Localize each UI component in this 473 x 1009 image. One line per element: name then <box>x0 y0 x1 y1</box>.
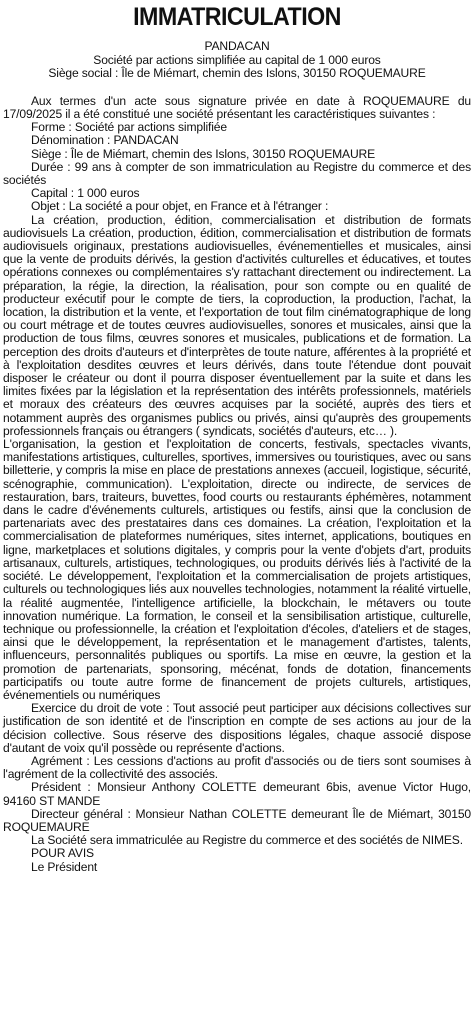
spacer <box>3 81 471 95</box>
duree-line: Durée : 99 ans à compter de son immatriculation au Registre du commerce et des sociétés <box>3 159 471 187</box>
president-paragraph: Président : Monsieur Anthony COLETTE demeurant 6bis, avenue Victor Hugo, 94160 ST MANDE <box>3 780 471 808</box>
vote-paragraph: Exercice du droit de vote : Tout associé peut participer aux décisions collectives sur justification de son identité et de l'inscription en compte de ses actions au jour de la décision collective. Sous réserve des dispositions légales, chaque associé dispose d'autant de voix qu'il possède ou représente d'actions. <box>3 701 471 755</box>
directeur-paragraph: Directeur général : Monsieur Nathan COLETTE demeurant Île de Miémart, 30150 ROQUEMAURE <box>3 806 471 834</box>
intro-paragraph: Aux termes d'un acte sous signature privée en date à ROQUEMAURE du 17/09/2025 il a été constitué une société présentant les caractéristiques suivantes : <box>3 93 471 121</box>
objet-paragraph: La création, production, édition, commercialisation et distribution de formats audiovisuels La création, production, édition, commercialisation et distribution de formats audiovisuels originaux, prestations audiovisuelles, événementielles et musicales, ainsi que la vente de produits dérivés, la gestion d'activités culturelles et éducatives, et toutes opérations connexes ou complémentaires s'y rattachant directement ou indirectement. La préparation, la régie, la direction, la réalisation, pour son compte ou en qualité de producteur exécutif pour le compte de tiers, la coproduction, la production, l'achat, la location, la distribution et la vente, et l'exportation de tout film cinématographique de long ou court métrage et de toutes œuvres audiovisuelles, sonores et musicales, ainsi que la production de tous films, œuvres sonores et musicales, publications et de formation. La perception des droits d'auteurs et d'interprètes de toute nature, afférentes à la propriété et à l'exploitation desdites œuvres et leurs dérivés, dans toute l'étendue dont pouvait disposer le créateur ou dont il pourra disposer éventuellement par la suite et dans les limites fixées par la législation et la représentation des intérêts professionnels, matériels et moraux des créateurs des œuvres acquises par la société, auprès des tiers et notamment auprès des organismes publics ou privés, ainsi qu'auprès des groupements professionnels français ou étrangers ( syndicats, sociétés d'auteurs, etc… ). <box>3 212 471 438</box>
capital-line: Capital : 1 000 euros <box>31 186 140 201</box>
objet-paragraph-continued: L'organisation, la gestion et l'exploitation de concerts, festivals, spectacles vivants, manifestations artistiques, culturelles, sportives, immersives ou touristiques, avec ou sans billetterie, y compris la mise en place de prestations annexes (accueil, logistique, sécurité, scénographie, communication). L'exploitation, directe ou indirecte, de services de restauration, bars, traiteurs, buvettes, food courts ou restaurants éphémères, notamment dans le cadre d'événements culturels, artistiques ou festifs, ainsi que la conclusion de partenariats avec des prestataires dans ces domaines. La création, l'exploitation et la commercialisation de plateformes numériques, sites internet, applications, boutiques en ligne, marketplaces et solutions digitales, y compris pour la vente d'objets d'art, produits artisanaux, culturels, artistiques, technologiques, ou produits dérivés liés à l'activité de la société. Le développement, l'exploitation et la commercialisation de projets artistiques, culturels ou technologiques liés aux nouvelles technologies, notamment la réalité virtuelle, la réalité augmentée, l'intelligence artificielle, la blockchain, le métavers ou toute innovation numérique. La formation, le conseil et la sensibilisation artistique, culturelle, technique ou professionnelle, la création et l'exploitation d'écoles, d'ateliers et de stages, ainsi que le développement, la représentation et le management d'artistes, talents, influenceurs, personnalités publiques ou sportifs. La mise en œuvre, la gestion et la promotion de partenariats, sponsoring, mécénat, fonds de dotation, financements participatifs ou toute autre forme de financement de projets culturels, artistiques, événementiels ou numériques <box>3 437 471 702</box>
signature-line: Le Président <box>31 859 98 874</box>
registre-line: La Société sera immatriculée au Registre du commerce et des sociétés de NIMES. <box>31 833 463 848</box>
company-form-line: Société par actions simplifiée au capital de 1 000 euros <box>93 52 381 67</box>
pour-avis-line: POUR AVIS <box>31 846 94 861</box>
objet-intro-line: Objet : La société a pour objet, en France et à l'étranger : <box>31 199 329 214</box>
notice-title: IMMATRICULATION <box>133 3 341 31</box>
agrement-paragraph: Agrément : Les cessions d'actions au profit d'associés ou de tiers sont soumises à l'agrément de la collectivité des associés. <box>3 753 471 782</box>
siege-line: Siège : Île de Miémart, chemin des Islons, 30150 ROQUEMAURE <box>31 146 376 161</box>
forme-line: Forme : Société par actions simplifiée <box>31 120 227 135</box>
company-seat-line: Siège social : Île de Miémart, chemin des Islons, 30150 ROQUEMAURE <box>48 66 426 81</box>
denomination-line: Dénomination : PANDACAN <box>31 133 179 148</box>
company-name: PANDACAN <box>204 39 270 53</box>
notice-body <box>3 95 471 874</box>
company-header <box>3 40 471 81</box>
